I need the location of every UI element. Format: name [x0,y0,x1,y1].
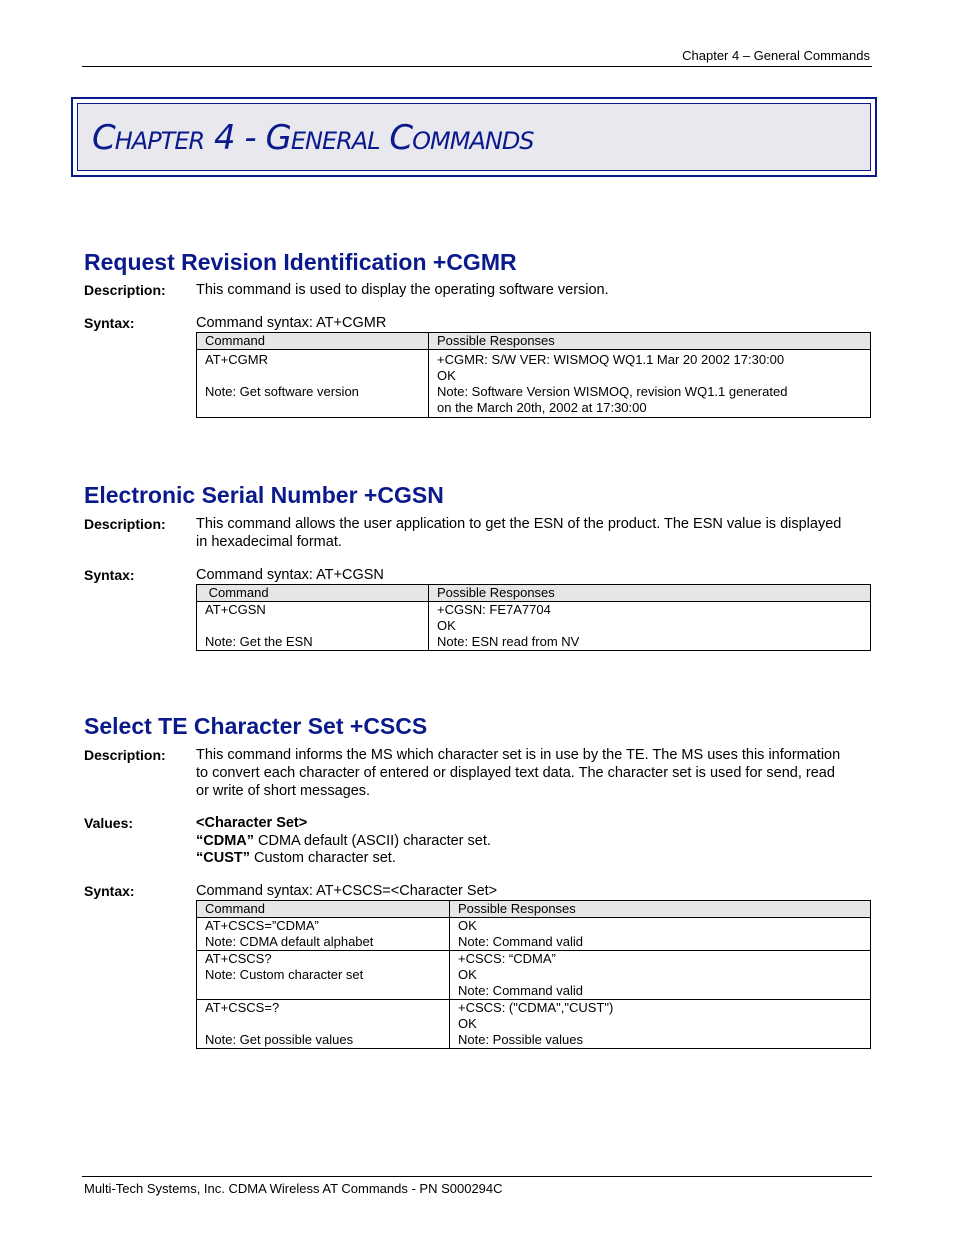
section-title-cgsn: Electronic Serial Number +CGSN [84,482,444,508]
table-header-cell: Command [197,585,429,602]
table-cell-command: AT+CGSN Note: Get the ESN [197,602,429,651]
section-title-cgmr: Request Revision Identification +CGMR [84,249,517,275]
value-item [196,849,396,867]
syntax-text: Command syntax: AT+CSCS=<Character Set> [196,883,498,899]
table-row [197,350,871,418]
table-row [197,1000,871,1049]
syntax-text: Command syntax: AT+CGSN [196,567,384,583]
chapter-banner-inner [77,103,871,171]
value-item [196,832,491,850]
table-cell-response: +CGMR: S/W VER: WISMOQ WQ1.1 Mar 20 2002 17:30:00 OK Note: Software Version WISMOQ, revision WQ1.1 generated on the March 20th, 2002 at 17:30:00 [429,350,871,418]
description-text: This command informs the MS which character set is in use by the TE. The MS uses this information to convert each character of entered or displayed text data. The character set is used for send, read or write of short messages. [196,747,841,799]
table-header-cell: Possible Responses [429,585,871,602]
table-row [197,602,871,651]
description-label: Description: [84,516,166,532]
syntax-label: Syntax: [84,567,135,583]
command-table-cgmr [196,332,871,418]
running-header: Chapter 4 – General Commands [682,48,870,63]
table-cell-command: AT+CGMR Note: Get software version [197,350,429,418]
table-cell-command: AT+CSCS=? Note: Get possible values [197,1000,450,1049]
syntax-label: Syntax: [84,315,135,331]
description-label: Description: [84,747,166,763]
description-label: Description: [84,282,166,298]
values-label: Values: [84,815,134,831]
table-row [197,951,871,1000]
value-text: Custom character set. [249,850,396,866]
table-cell-response: +CGSN: FE7A7704 OK Note: ESN read from NV [429,602,871,651]
footer-rule [82,1176,872,1177]
header-rule [82,66,872,67]
table-header-cell: Command [197,333,429,350]
table-cell-command: AT+CSCS=”CDMA” Note: CDMA default alphabet [197,918,450,951]
table-cell-response: +CSCS: ("CDMA","CUST") OK Note: Possible values [450,1000,871,1049]
values-heading: <Character Set> [196,815,308,831]
value-key: “CUST” [196,850,250,866]
value-key: “CDMA” [196,833,254,849]
syntax-label: Syntax: [84,883,135,899]
chapter-title: Chapter 4 - General Commands [92,118,534,158]
value-text: CDMA default (ASCII) character set. [254,833,491,849]
description-text: This command allows the user application to get the ESN of the product. The ESN value is displayed in hexadecimal format. [196,516,842,550]
table-header-cell: Possible Responses [429,333,871,350]
syntax-text: Command syntax: AT+CGMR [196,315,387,331]
table-cell-response: OK Note: Command valid [450,918,871,951]
table-header-cell: Command [197,901,450,918]
table-header-row [197,585,871,602]
table-cell-command: AT+CSCS? Note: Custom character set [197,951,450,1000]
table-header-row [197,901,871,918]
section-title-cscs: Select TE Character Set +CSCS [84,713,428,739]
table-row [197,918,871,951]
description-text: This command is used to display the operating software version. [196,282,609,298]
table-header-cell: Possible Responses [450,901,871,918]
command-table-cscs [196,900,871,1049]
chapter-banner [71,97,877,177]
table-header-row [197,333,871,350]
table-cell-response: +CSCS: “CDMA” OK Note: Command valid [450,951,871,1000]
footer-text: Multi-Tech Systems, Inc. CDMA Wireless AT Commands - PN S000294C [84,1181,503,1196]
command-table-cgsn [196,584,871,651]
